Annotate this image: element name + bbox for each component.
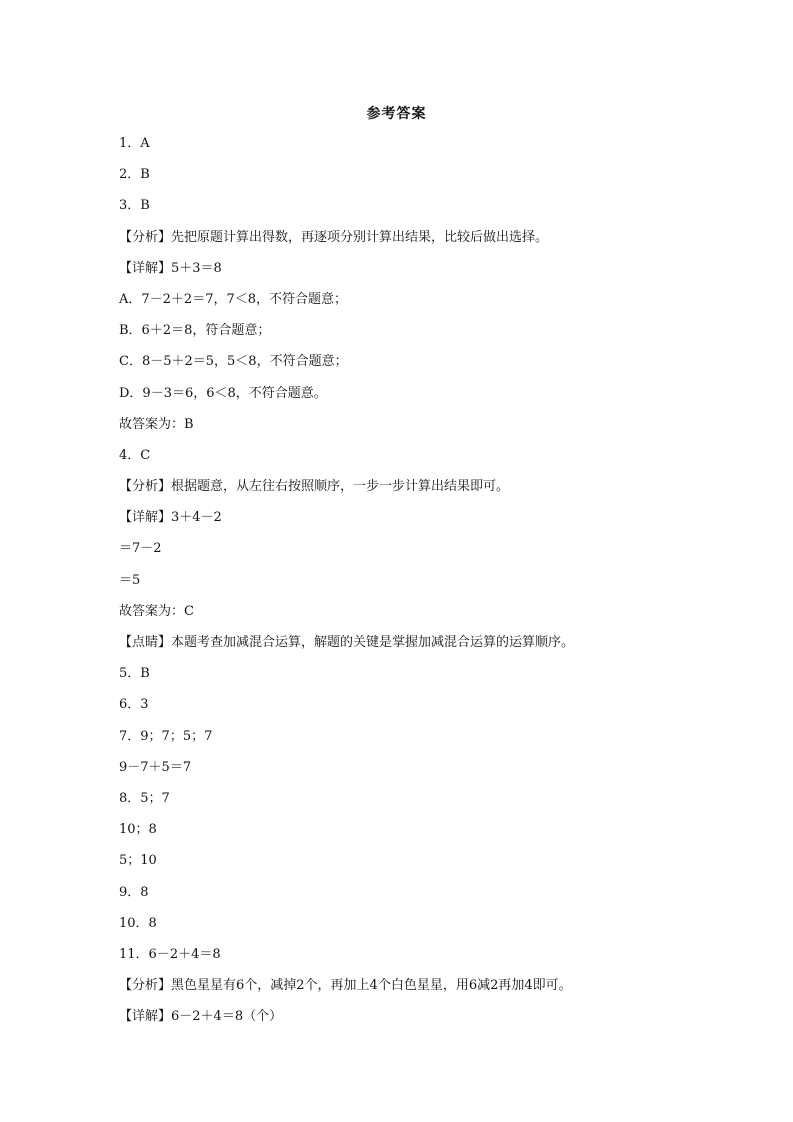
calc-step-line: ＝5 [119, 572, 141, 588]
option-line: C．8－5＋2＝5，5＜8，不符合题意； [119, 354, 348, 370]
answer-line: 4．C [119, 447, 151, 463]
answer-lines [119, 135, 739, 1039]
analysis-line: 【分析】先把原题计算出得数，再逐项分别计算出结果，比较后做出选择。 [119, 229, 549, 245]
analysis-line: 【分析】根据题意，从左往右按照顺序，一步一步计算出结果即可。 [119, 479, 510, 495]
calc-step-line: ＝7－2 [119, 541, 162, 557]
option-line: D．9－3＝6，6＜8，不符合题意。 [119, 385, 327, 401]
answer-line: 5；10 [119, 853, 157, 869]
answer-line: 10．8 [119, 915, 157, 931]
answer-line: 6．3 [119, 697, 149, 713]
analysis-line: 【分析】黑色星星有6个，减掉2个，再加上4个白色星星，用6减2再加4即可。 [119, 978, 572, 994]
option-line: B．6＋2＝8，符合题意； [119, 323, 271, 339]
conclusion-line: 故答案为：B [119, 416, 194, 432]
detail-line: 【详解】6－2＋4＝8（个） [119, 1009, 283, 1025]
answer-line: 9－7＋5＝7 [119, 759, 192, 775]
answer-line: 10；8 [119, 822, 157, 838]
answer-line: 11．6－2＋4＝8 [119, 946, 221, 962]
detail-line: 【详解】3＋4－2 [119, 510, 222, 526]
conclusion-line: 故答案为：C [119, 603, 194, 619]
page-title: 参考答案 [366, 106, 427, 122]
answer-line: 2．B [119, 167, 150, 183]
answer-line: 3．B [119, 198, 150, 214]
detail-line: 【详解】5＋3＝8 [119, 260, 222, 276]
insight-line: 【点睛】本题考查加减混合运算，解题的关键是掌握加减混合运算的运算顺序。 [119, 635, 575, 650]
answer-line: 9．8 [119, 884, 149, 900]
answer-line: 5．B [119, 666, 150, 682]
answer-line: 1．A [119, 136, 150, 151]
answer-line: 7．9；7；5；7 [119, 728, 213, 744]
option-line: A．7－2＋2＝7，7＜8，不符合题意； [119, 291, 348, 307]
answer-line: 8．5；7 [119, 790, 170, 806]
